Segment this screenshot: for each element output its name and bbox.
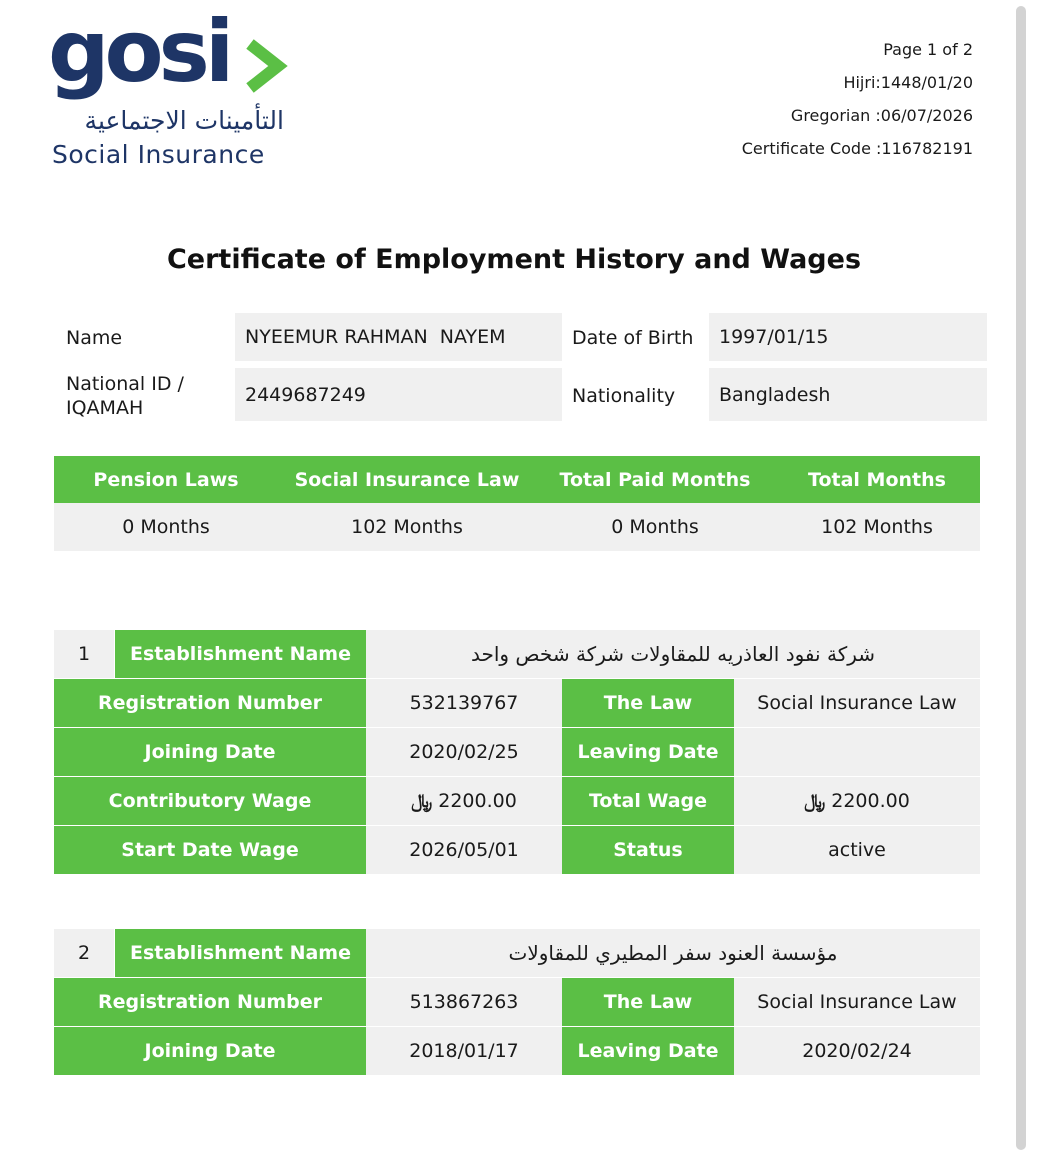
table-row [54, 1027, 980, 1075]
table-row [54, 777, 980, 825]
registration-number-value: 513867263 [366, 978, 562, 1026]
page-title: Certificate of Employment History and Wages [166, 244, 862, 275]
leaving-date-label: Leaving Date [562, 1027, 734, 1075]
riyal-currency-icon: ﷼ [411, 790, 433, 812]
name-label: Name [66, 327, 123, 349]
name-value: NYEEMUR RAHMAN NAYEM [235, 313, 562, 361]
establishment-name-label: Establishment Name [115, 630, 366, 678]
table-row [54, 630, 980, 678]
certificate-meta [742, 38, 973, 170]
hijri-date: Hijri:1448/01/20 [843, 73, 973, 92]
the-law-label: The Law [562, 978, 734, 1026]
summary-header-pension-laws: Pension Laws [93, 468, 239, 491]
summary-header-total-months: Total Months [808, 468, 946, 491]
status-value: active [734, 826, 980, 874]
national-id-label: National ID / IQAMAH [66, 373, 184, 419]
total-wage-value [734, 777, 980, 825]
summary-header [54, 456, 980, 503]
contributory-wage-label: Contributory Wage [54, 777, 366, 825]
dob-label: Date of Birth [572, 327, 694, 349]
leaving-date-value: 2020/02/24 [734, 1027, 980, 1075]
registration-number-value: 532139767 [366, 679, 562, 727]
scrollbar[interactable] [1016, 6, 1026, 1150]
gregorian-date: Gregorian :06/07/2026 [790, 106, 973, 125]
nationality-label: Nationality [572, 385, 676, 407]
logo-chevron-icon [244, 38, 288, 94]
riyal-currency-icon: ﷼ [804, 790, 826, 812]
joining-date-value: 2018/01/17 [366, 1027, 562, 1075]
registration-number-label: Registration Number [54, 679, 366, 727]
gosi-logo [48, 2, 288, 169]
summary-header-social-insurance-law: Social Insurance Law [294, 468, 520, 491]
certificate-code: Certificate Code :116782191 [741, 139, 973, 158]
logo-english-name: Social Insurance [52, 140, 265, 169]
national-id-value: 2449687249 [235, 368, 562, 421]
the-law-value: Social Insurance Law [734, 978, 980, 1026]
table-row [54, 978, 980, 1026]
summary-social-insurance-law: 102 Months [351, 516, 463, 538]
table-row [54, 679, 980, 727]
establishment-name-value: مؤسسة العنود سفر المطيري للمقاولات [366, 929, 980, 977]
total-wage-label: Total Wage [562, 777, 734, 825]
total-wage-amount: 2200.00 [831, 790, 910, 812]
page-number: Page 1 of 2 [883, 40, 973, 59]
summary-values [54, 503, 980, 551]
start-date-wage-value: 2026/05/01 [366, 826, 562, 874]
the-law-label: The Law [562, 679, 734, 727]
logo-wordmark: gosi [48, 2, 230, 102]
summary-pension-laws: 0 Months [122, 516, 210, 538]
establishment-index: 1 [54, 630, 114, 678]
status-label: Status [562, 826, 734, 874]
joining-date-label: Joining Date [54, 728, 366, 776]
nationality-value: Bangladesh [709, 368, 987, 421]
table-row [54, 929, 980, 977]
joining-date-label: Joining Date [54, 1027, 366, 1075]
table-row [54, 728, 980, 776]
summary-header-total-paid-months: Total Paid Months [559, 468, 751, 491]
leaving-date-value [734, 728, 980, 776]
table-row [54, 826, 980, 874]
establishment-index: 2 [54, 929, 114, 977]
the-law-value: Social Insurance Law [734, 679, 980, 727]
summary-total-paid-months: 0 Months [611, 516, 699, 538]
contributory-wage-value [366, 777, 562, 825]
start-date-wage-label: Start Date Wage [54, 826, 366, 874]
registration-number-label: Registration Number [54, 978, 366, 1026]
joining-date-value: 2020/02/25 [366, 728, 562, 776]
summary-total-months: 102 Months [821, 516, 933, 538]
logo-arabic-name: التأمينات الاجتماعية [84, 106, 284, 135]
contributory-wage-amount: 2200.00 [438, 790, 517, 812]
establishment-name-label: Establishment Name [115, 929, 366, 977]
dob-value: 1997/01/15 [709, 313, 987, 361]
establishment-name-value: شركة نفود العاذريه للمقاولات شركة شخص واحد [366, 630, 980, 678]
leaving-date-label: Leaving Date [562, 728, 734, 776]
